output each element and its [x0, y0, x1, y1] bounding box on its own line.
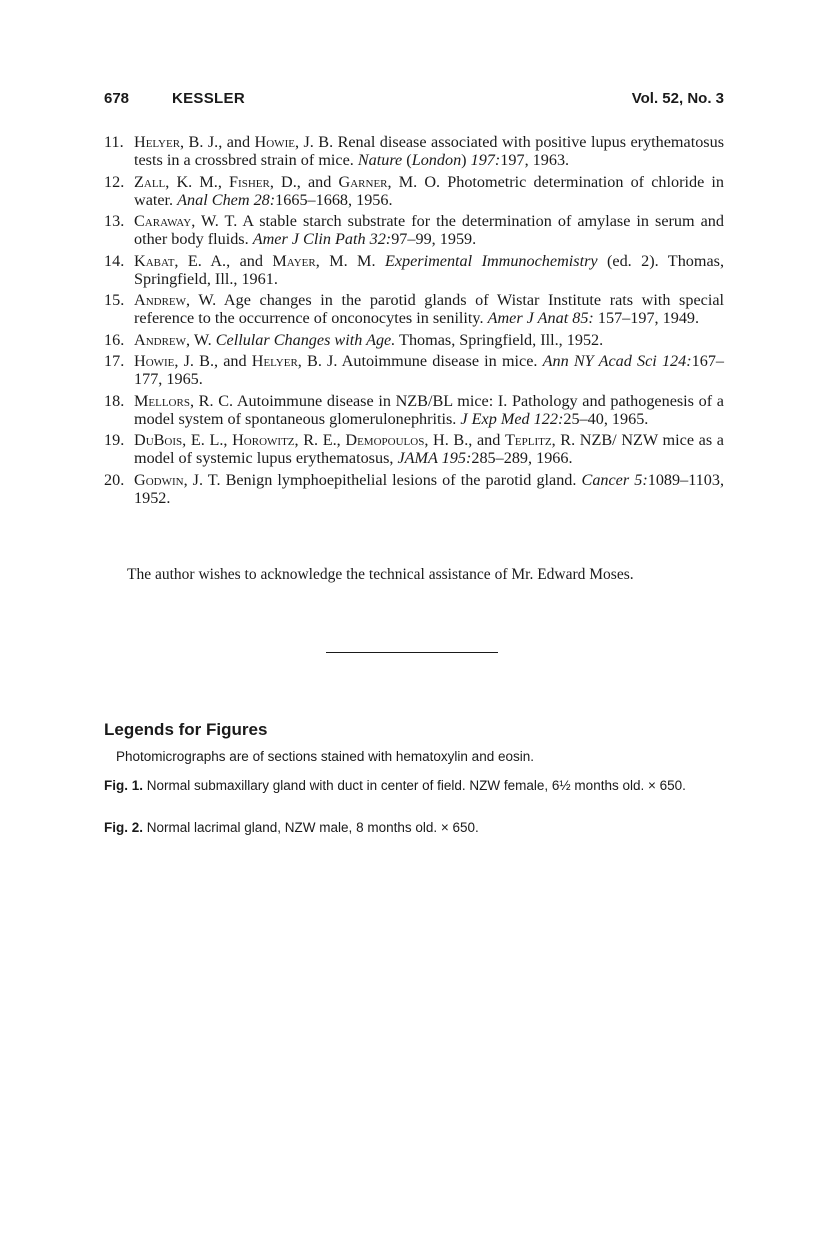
reference-text: , R. C. Autoimmune disease in NZB/BL mice: I. Pathology and pathogenesis of a model system of spontaneous glomerulonephritis.: [134, 391, 724, 428]
reference-author: Zall: [134, 172, 166, 191]
reference-source: Ann NY Acad Sci 124:: [542, 352, 692, 370]
legends-heading: Legends for Figures: [104, 720, 268, 739]
reference-text: , K. M.,: [165, 172, 230, 191]
reference-item: [104, 331, 724, 349]
reference-source: Anal Chem 28:: [177, 190, 276, 209]
acknowledgment: The author wishes to acknowledge the technical assistance of Mr. Edward Moses.: [127, 566, 634, 583]
reference-number: 16.: [104, 330, 125, 349]
reference-author: Andrew: [134, 330, 187, 349]
reference-text: , M. M.: [315, 251, 385, 270]
reference-author: Andrew: [134, 291, 187, 309]
reference-source: Amer J Anat 85:: [487, 309, 594, 327]
reference-text: , J. B. Renal disease associated with positive lupus erythematosus tests in a crossbred strain of mice.: [134, 133, 724, 169]
reference-number: 17.: [104, 352, 125, 370]
legends-intro: Photomicrographs are of sections stained with hematoxylin and eosin.: [116, 749, 534, 764]
figure-label: Fig. 1.: [104, 778, 144, 793]
reference-item: [104, 212, 724, 248]
running-header: [104, 90, 724, 112]
reference-source: JAMA 195:: [397, 449, 472, 467]
reference-text: 197, 1963.: [500, 151, 570, 169]
reference-text: , D., and: [269, 172, 339, 191]
reference-source: Amer J Clin Path 32:: [252, 230, 392, 248]
reference-author: Helyer: [134, 133, 181, 151]
reference-text: 285–289, 1966.: [471, 449, 573, 467]
reference-author: Mellors: [134, 391, 190, 410]
reference-text: 167–177, 1965.: [134, 352, 725, 388]
reference-text: 157–197, 1949.: [593, 309, 700, 327]
reference-item: [104, 392, 724, 428]
reference-text: 25–40, 1965.: [563, 409, 649, 428]
reference-author: Kabat: [134, 251, 175, 270]
reference-item: [104, 352, 724, 388]
reference-author: Caraway: [134, 212, 192, 230]
reference-author: DuBois: [134, 431, 183, 449]
running-author: KESSLER: [172, 90, 245, 107]
section-divider: [326, 652, 498, 653]
reference-author: Godwin: [134, 470, 184, 489]
figure-caption: Normal submaxillary gland with duct in center of field. NZW female, 6½ months old. × 650.: [143, 778, 686, 793]
reference-author: Teplitz: [505, 431, 552, 449]
reference-text: , J. B., and: [174, 352, 252, 370]
reference-author: Howie: [134, 352, 175, 370]
reference-author: Mayer: [272, 251, 316, 270]
reference-number: 20.: [104, 470, 125, 489]
reference-source: Nature: [357, 151, 403, 169]
reference-number: 15.: [104, 291, 125, 309]
reference-author: Helyer: [251, 352, 298, 370]
reference-source: Cellular Changes with Age.: [215, 330, 396, 349]
reference-source: J Exp Med 122:: [460, 409, 564, 428]
reference-text: 1089–1103, 1952.: [134, 470, 725, 507]
reference-number: 14.: [104, 251, 125, 270]
reference-number: 11.: [104, 133, 124, 151]
reference-author: Howie: [254, 133, 295, 151]
reference-source: Cancer 5:: [581, 470, 648, 489]
reference-text: (: [402, 151, 412, 169]
reference-text: , W.: [186, 330, 216, 349]
reference-item: [104, 431, 724, 467]
reference-number: 13.: [104, 212, 125, 230]
figure-caption: Normal lacrimal gland, NZW male, 8 months old. × 650.: [143, 820, 479, 835]
reference-list: [104, 133, 724, 510]
reference-text: Thomas, Springfield, Ill., 1952.: [395, 330, 604, 349]
reference-text: , W. Age changes in the parotid glands of Wistar Institute rats with special reference to the occurrence of onconocytes in senility.: [134, 291, 724, 327]
reference-author: Horowitz: [232, 431, 295, 449]
reference-text: 97–99, 1959.: [391, 230, 477, 248]
page-number: 678: [104, 90, 130, 107]
reference-source: Experimental Immunochemistry: [384, 251, 598, 270]
reference-text: , W. T. A stable starch substrate for the determination of amylase in serum and other body fluids.: [134, 212, 724, 248]
reference-item: [104, 252, 724, 288]
reference-author: Garner: [338, 172, 388, 191]
reference-text: 1665–1668, 1956.: [275, 190, 393, 209]
reference-item: [104, 133, 724, 169]
reference-author: Fisher: [229, 172, 270, 191]
reference-number: 19.: [104, 431, 125, 449]
reference-source: 197:: [470, 151, 501, 169]
figure-label: Fig. 2.: [104, 820, 144, 835]
reference-text: (ed. 2). Thomas, Springfield, Ill., 1961.: [134, 251, 724, 288]
reference-number: 12.: [104, 172, 125, 191]
reference-text: , B. J., and: [180, 133, 255, 151]
reference-text: , R. NZB/ NZW mice as a model of systemic lupus erythematosus,: [134, 431, 724, 467]
reference-text: , H. B., and: [424, 431, 506, 449]
volume-info: Vol. 52, No. 3: [631, 90, 724, 107]
figure-legend-1: [104, 778, 724, 794]
reference-source: London: [411, 151, 462, 169]
reference-number: 18.: [104, 391, 125, 410]
reference-text: , B. J. Autoimmune disease in mice.: [297, 352, 543, 370]
reference-item: [104, 173, 724, 209]
reference-text: , E. A., and: [174, 251, 273, 270]
reference-text: , R. E.,: [294, 431, 346, 449]
reference-text: , J. T. Benign lymphoepithelial lesions of the parotid gland.: [183, 470, 582, 489]
reference-author: Demopoulos: [345, 431, 425, 449]
reference-item: [104, 291, 724, 327]
reference-item: [104, 471, 724, 507]
reference-text: , M. O. Photometric determination of chloride in water.: [134, 172, 724, 209]
reference-text: ): [461, 151, 471, 169]
reference-text: , E. L.,: [182, 431, 233, 449]
figure-legend-2: [104, 820, 724, 836]
